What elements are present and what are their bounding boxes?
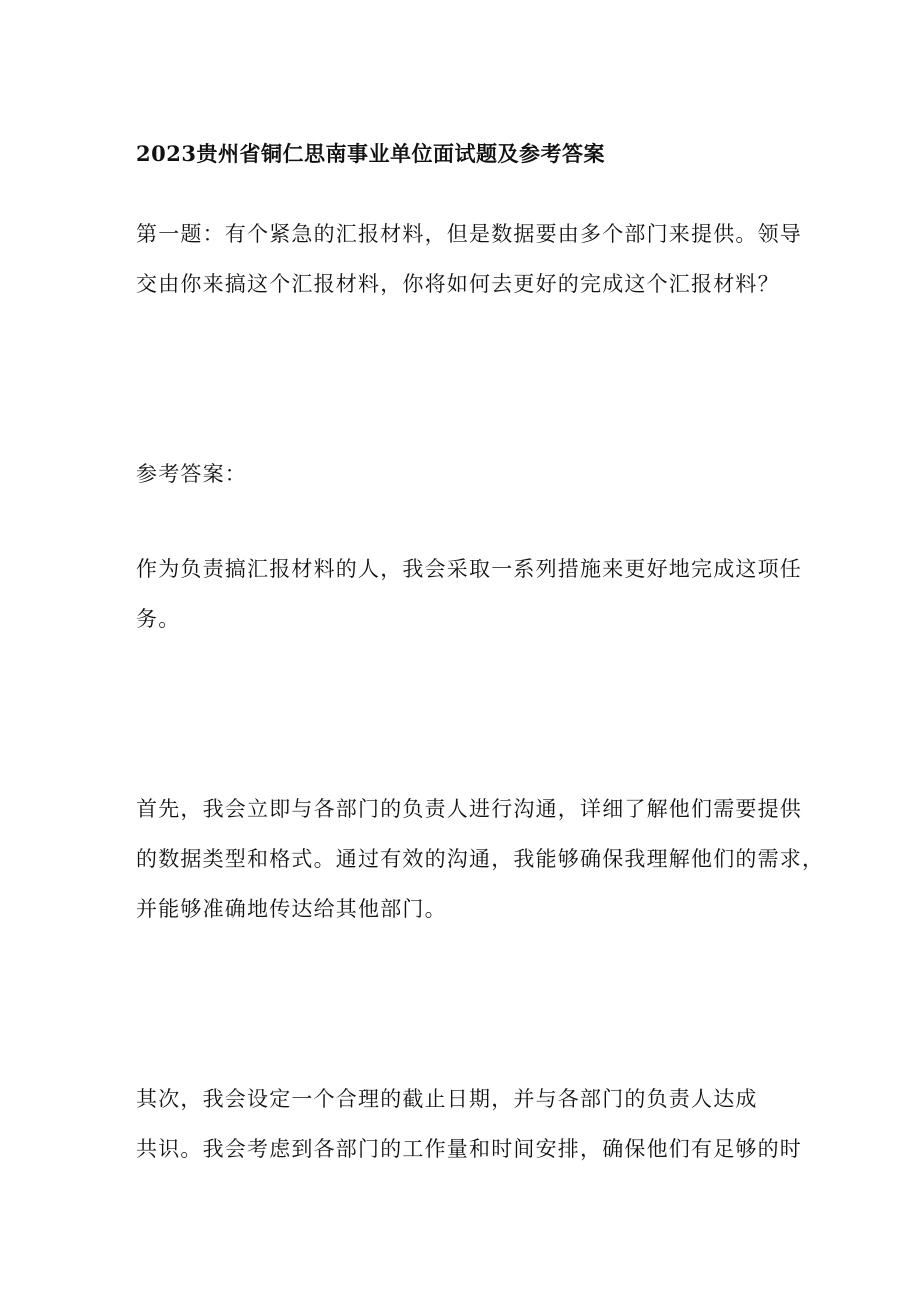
document-title: 2023贵州省铜仁思南事业单位面试题及参考答案 [136, 141, 605, 166]
second-point-line-2: 共识。我会考虑到各部门的工作量和时间安排，确保他们有足够的时 [136, 1137, 802, 1161]
answer-label: 参考答案： [136, 462, 247, 486]
question-line-1: 第一题：有个紧急的汇报材料，但是数据要由多个部门来提供。领导 [136, 222, 802, 246]
first-point-line-3: 并能够准确地传达给其他部门。 [136, 897, 447, 921]
first-point-line-2: 的数据类型和格式。通过有效的沟通，我能够确保我理解他们的需求， [136, 847, 825, 871]
second-point-line-1: 其次，我会设定一个合理的截止日期，并与各部门的负责人达成 [136, 1087, 758, 1111]
intro-line-2: 务。 [136, 607, 181, 631]
question-line-2: 交由你来搞这个汇报材料，你将如何去更好的完成这个汇报材料？ [136, 272, 780, 296]
first-point-line-1: 首先，我会立即与各部门的负责人进行沟通，详细了解他们需要提供 [136, 797, 802, 821]
intro-line-1: 作为负责搞汇报材料的人，我会采取一系列措施来更好地完成这项任 [136, 557, 802, 581]
